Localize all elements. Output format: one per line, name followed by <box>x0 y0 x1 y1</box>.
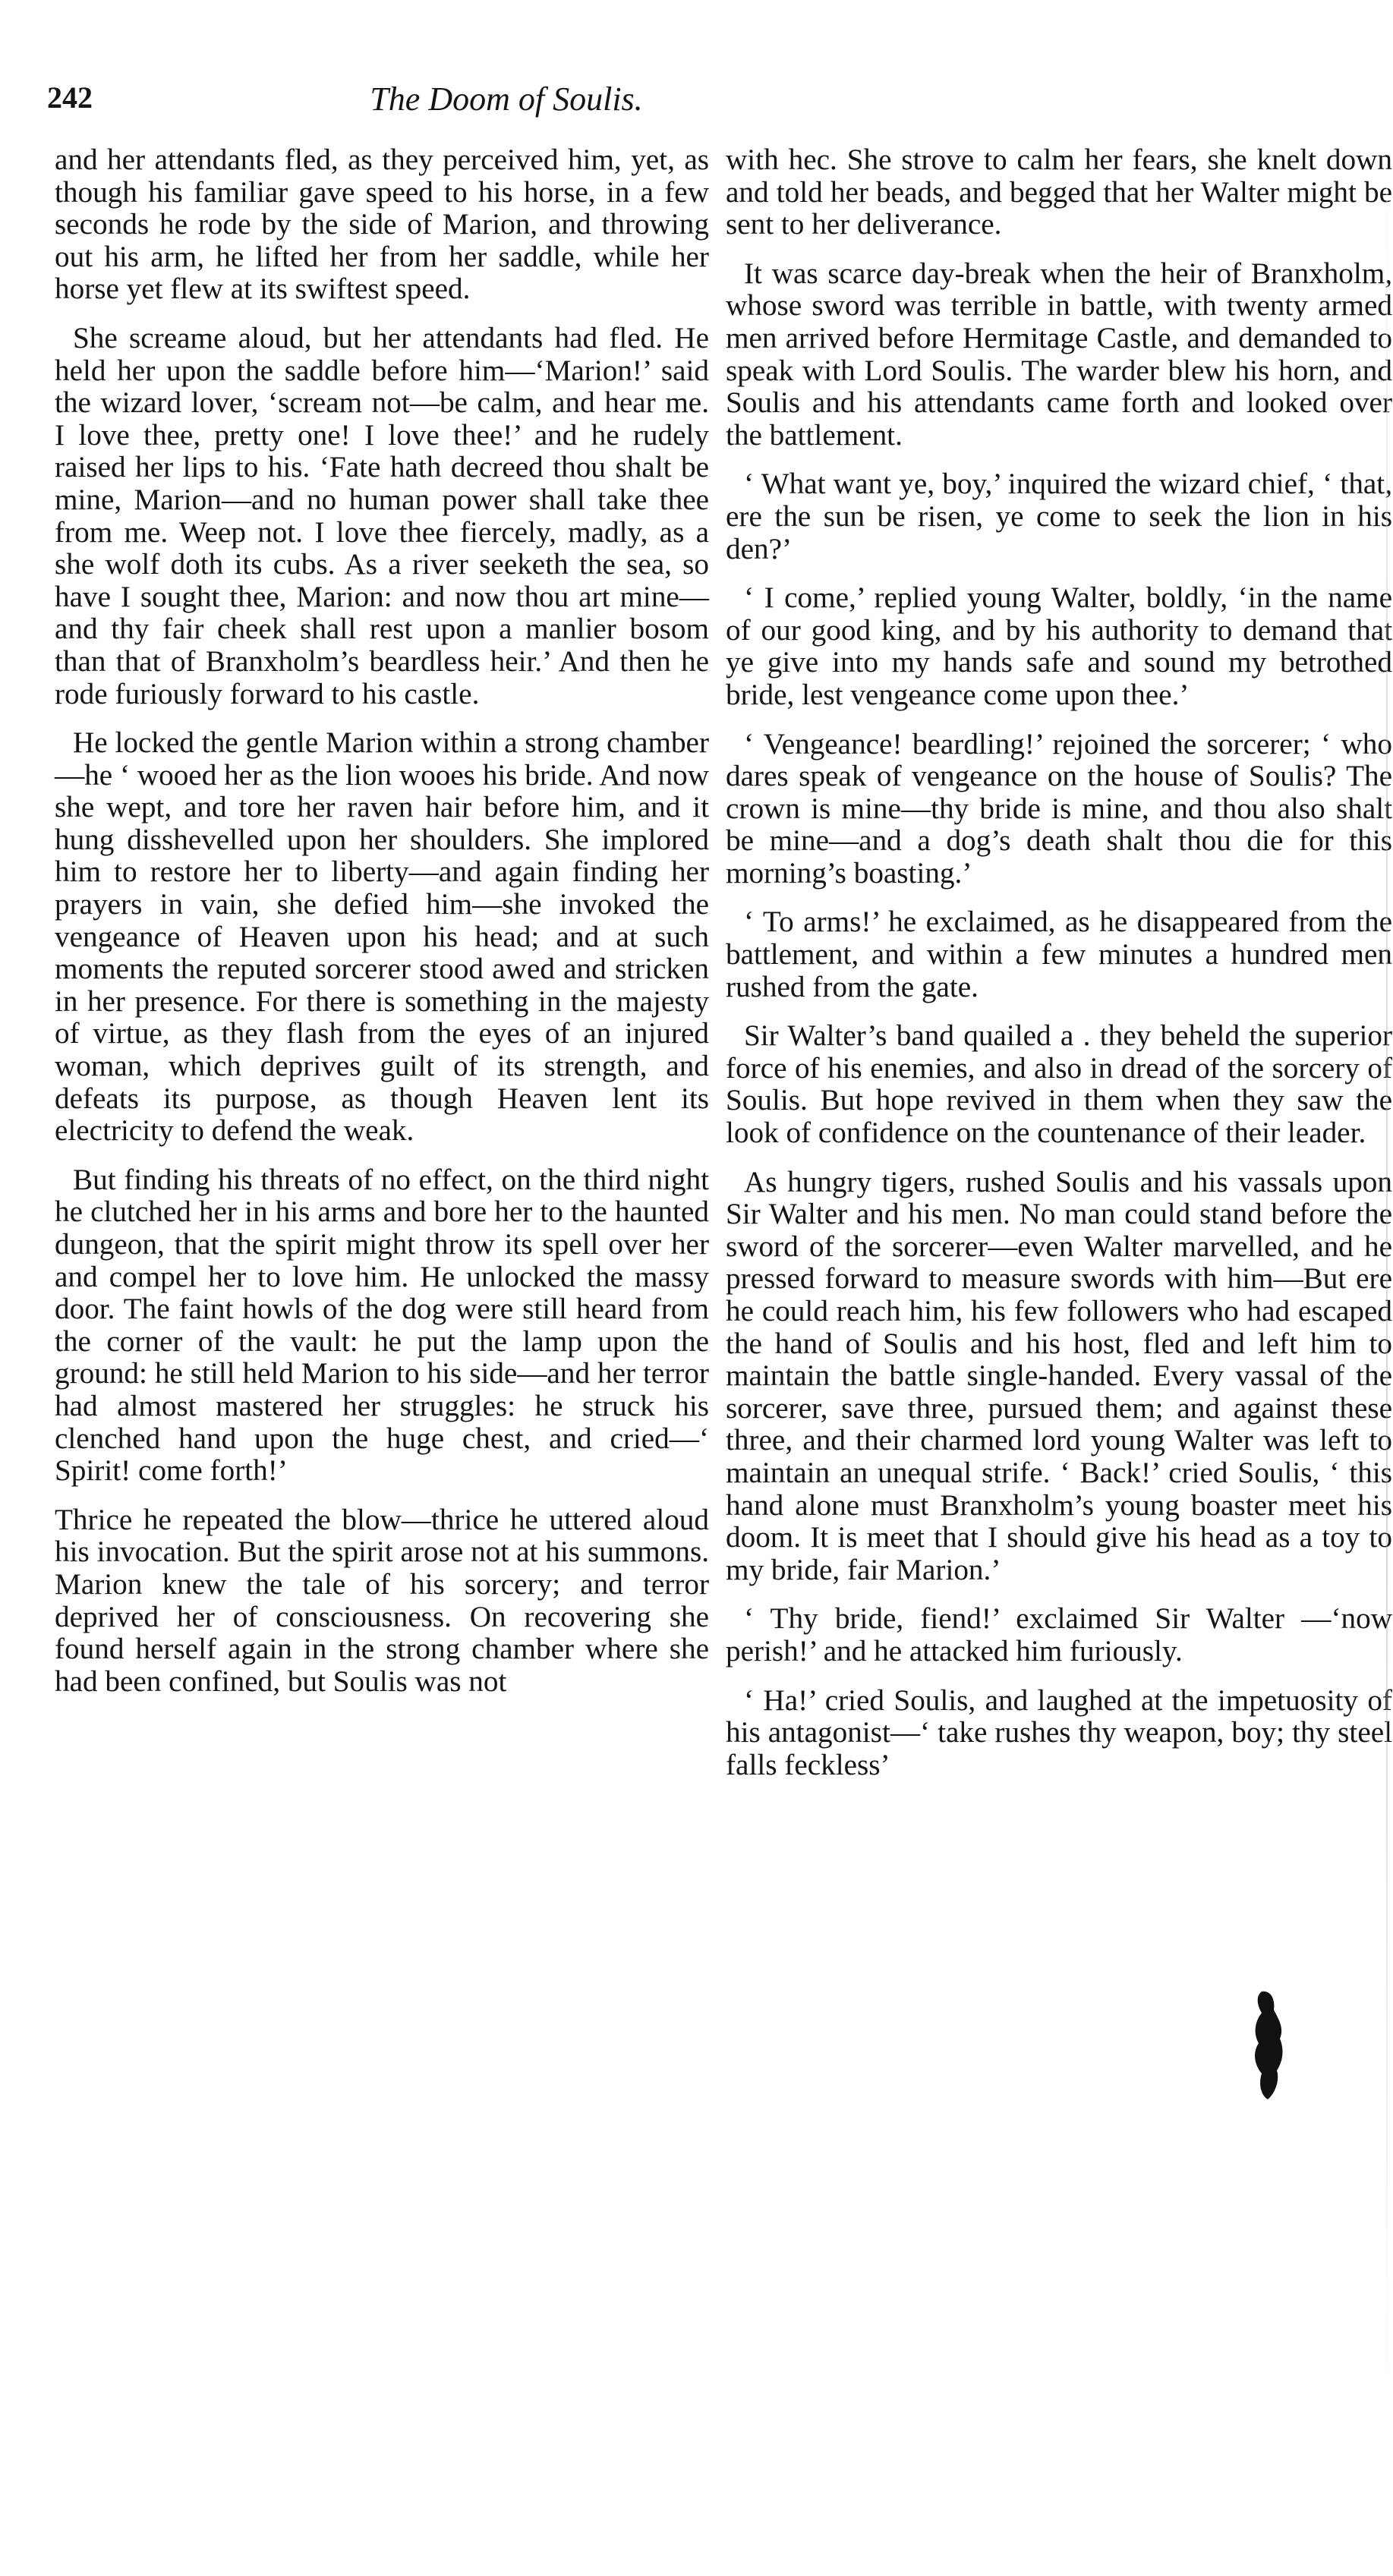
paragraph: with hec. She strove to calm her fears, she knelt down and told her beads, and begged that her Walter might be sent to her deliverance. <box>726 144 1392 241</box>
paragraph: He locked the gentle Marion within a strong chamber—he ‘ wooed her as the lion wooes his bride. And now she wept, and tore her raven hair before him, and it hung disshevelled upon her shoulders. She implored him to restore her to liberty—and again finding her prayers in vain, she defied him—she invoked the vengeance of Heaven upon his head; and at such moments the reputed sorcerer stood awed and stricken in her presence. For there is something in the majesty of virtue, as they flash from the eyes of an injured woman, which deprives guilt of its strength, and defeats its purpose, as though Heaven lent its electricity to defend the weak. <box>55 726 709 1148</box>
paragraph: ‘ Ha!’ cried Soulis, and laughed at the impetuosity of his antagonist—‘ take rushes thy weapon, boy; thy steel falls feckless’ <box>726 1683 1392 1781</box>
running-title: The Doom of Soulis. <box>370 80 643 118</box>
paragraph: ‘ I come,’ replied young Walter, boldly, ‘in the name of our good king, and by his authority to demand that ye give into my hands safe and sound my betrothed bride, lest vengeance come upon thee.’ <box>726 581 1392 711</box>
paragraph: ‘ Thy bride, fiend!’ exclaimed Sir Walter —‘now perish!’ and he attacked him furiously. <box>726 1602 1392 1667</box>
paragraph: It was scarce day-break when the heir of Branxholm, whose sword was terrible in battle, with twenty armed men arrived before Hermitage Castle, and demanded to speak with Lord Soulis. The warder blew his horn, and Soulis and his attendants came forth and looked over the battlement. <box>726 257 1392 452</box>
page-number: 242 <box>47 80 93 115</box>
left-column <box>55 144 709 1715</box>
paragraph: ‘ What want ye, boy,’ inquired the wizard chief, ‘ that, ere the sun be risen, ye come to seek the lion in his den?’ <box>726 468 1392 565</box>
paragraph: But finding his threats of no effect, on the third night he clutched her in his arms and bore her to the haunted dungeon, that the spirit might throw its spell over her and compel her to love him. He unlocked the massy door. The faint howls of the dog were still heard from the corner of the vault: he put the lamp upon the ground: he still held Marion to his side—and her terror had almost mastered her struggles: he struck his clenched hand upon the huge chest, and cried—‘ Spirit! come forth!’ <box>55 1163 709 1488</box>
paragraph: She screame aloud, but her attendants had fled. He held her upon the saddle before him—‘Marion!’ said the wizard lover, ‘scream not—be calm, and hear me. I love thee, pretty one! I love thee!’ and he rudely raised her lips to his. ‘Fate hath decreed thou shalt be mine, Marion—and no human power shall take thee from me. Weep not. I love thee fiercely, madly, as a she wolf doth its cubs. As a river seeketh the sea, so have I sought thee, Marion: and now thou art mine—and thy fair cheek shall rest upon a manlier bosom than that of Branxholm’s beardless heir.’ And then he rode furiously forward to his castle. <box>55 321 709 710</box>
paragraph: ‘ To arms!’ he exclaimed, as he disappeared from the battlement, and within a few minutes a hundred men rushed from the gate. <box>726 905 1392 1003</box>
paragraph: and her attendants fled, as they perceived him, yet, as though his familiar gave speed to his horse, in a few seconds he rode by the side of Marion, and throwing out his arm, he lifted her from her saddle, while her horse yet flew at its swiftest speed. <box>55 143 709 306</box>
scan-edge-shadow <box>1386 175 1388 2414</box>
right-column <box>726 144 1392 1798</box>
paragraph: ‘ Vengeance! beardling!’ rejoined the sorcerer; ‘ who dares speak of vengeance on the house of Soulis? The crown is mine—thy bride is mine, and thou also shalt be mine—and a dog’s death shalt thou die for this morning’s boasting.’ <box>726 727 1392 890</box>
paragraph: Thrice he repeated the blow—thrice he uttered aloud his invocation. But the spirit arose not at his summons. Marion knew the tale of his sorcery; and terror deprived her of consciousness. On recovering she found herself again in the strong chamber where she had been confined, but Soulis was not <box>55 1503 709 1698</box>
paragraph: Sir Walter’s band quailed a . they beheld the superior force of his enemies, and also in dread of the sorcery of Soulis. But hope revived in them when they saw the look of confidence on the countenance of their leader. <box>726 1019 1392 1150</box>
page-header <box>47 80 897 133</box>
paragraph: As hungry tigers, rushed Soulis and his vassals upon Sir Walter and his men. No man could stand before the sword of the sorcerer—even Walter marvelled, and he pressed forward to measure swords with him—But ere he could reach him, his few followers who had escaped the hand of Soulis and his host, fled and left him to maintain the battle single-handed. Every vassal of the sorcerer, save three, pursued them; and against these three, and their charmed lord young Walter was left to maintain an unequal strife. ‘ Back!’ cried Soulis, ‘ this hand alone must Branxholm’s young boaster meet his doom. It is meet that I should give his head as a toy to my bride, fair Marion.’ <box>726 1165 1392 1586</box>
ink-blot-mark <box>1245 1989 1291 2102</box>
